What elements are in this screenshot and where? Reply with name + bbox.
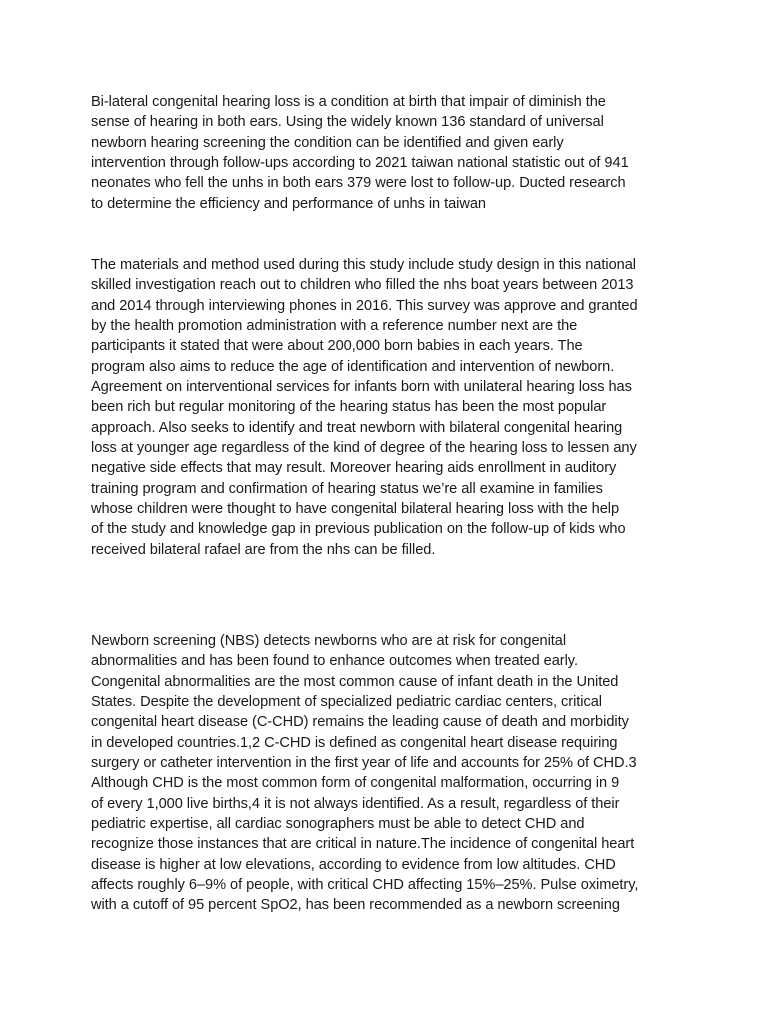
text-line: been rich but regular monitoring of the hearing status has been the most popular <box>91 399 607 416</box>
text-line: of the study and knowledge gap in previous publication on the follow-up of kids who <box>91 521 626 538</box>
paragraph-hearing-loss-intro <box>91 92 683 214</box>
text-line: and 2014 through interviewing phones in 2016. This survey was approve and granted <box>91 297 638 314</box>
text-line: in developed countries.1,2 C-CHD is defined as congenital heart disease requiring <box>91 734 618 751</box>
text-line: Agreement on interventional services for infants born with unilateral hearing loss has <box>91 379 632 396</box>
text-line: Although CHD is the most common form of congenital malformation, occurring in 9 <box>91 775 620 792</box>
paragraph-newborn-screening-chd <box>91 631 683 916</box>
text-line: by the health promotion administration with a reference number next are the <box>91 318 578 335</box>
text-line: pediatric expertise, all cardiac sonographers must be able to detect CHD and <box>91 816 585 833</box>
text-line: whose children were thought to have congenital bilateral hearing loss with the help <box>91 501 620 518</box>
text-line: skilled investigation reach out to children who filled the nhs boat years between 2013 <box>91 277 634 294</box>
text-line: received bilateral rafael are from the nhs can be filled. <box>91 541 436 558</box>
text-line: with a cutoff of 95 percent SpO2, has been recommended as a newborn screening <box>91 897 620 914</box>
text-line: participants it stated that were about 200,000 born babies in each years. The <box>91 338 583 355</box>
text-line: Bi-lateral congenital hearing loss is a condition at birth that impair of diminish the <box>91 94 606 110</box>
text-line: congenital heart disease (C-CHD) remains the leading cause of death and morbidity <box>91 714 629 731</box>
text-line: surgery or catheter intervention in the first year of life and accounts for 25% of CHD.3 <box>91 755 637 772</box>
text-line: affects roughly 6–9% of people, with critical CHD affecting 15%–25%. Pulse oximetry, <box>91 877 639 894</box>
text-line: The materials and method used during this study include study design in this national <box>91 257 636 273</box>
text-line: States. Despite the development of specialized pediatric cardiac centers, critical <box>91 694 602 711</box>
text-line: abnormalities and has been found to enhance outcomes when treated early. <box>91 653 578 670</box>
text-line: newborn hearing screening the condition can be identified and given early <box>91 134 564 151</box>
text-line: neonates who fell the unhs in both ears 379 were lost to follow-up. Ducted research <box>91 175 626 192</box>
text-line: training program and confirmation of hearing status we’re all examine in families <box>91 480 603 497</box>
text-line: program also aims to reduce the age of identification and intervention of newborn. <box>91 358 615 375</box>
text-line: to determine the efficiency and performance of unhs in taiwan <box>91 195 487 212</box>
text-line: Congenital abnormalities are the most common cause of infant death in the United <box>91 673 619 690</box>
text-line: of every 1,000 live births,4 it is not always identified. As a result, regardless of their <box>91 795 620 812</box>
paragraph-materials-and-methods <box>91 255 683 560</box>
text-line: sense of hearing in both ears. Using the widely known 136 standard of universal <box>91 114 604 131</box>
text-line: recognize those instances that are critical in nature.The incidence of congenital heart <box>91 836 635 853</box>
text-line: negative side effects that may result. Moreover hearing aids enrollment in auditory <box>91 460 617 477</box>
text-line: Newborn screening (NBS) detects newborns who are at risk for congenital <box>91 633 567 649</box>
text-line: approach. Also seeks to identify and treat newborn with bilateral congenital hearing <box>91 419 623 436</box>
text-line: intervention through follow-ups according to 2021 taiwan national statistic out of 941 <box>91 155 629 172</box>
text-line: disease is higher at low elevations, according to evidence from low altitudes. CHD <box>91 856 616 873</box>
text-line: loss at younger age regardless of the kind of degree of the hearing loss to lessen any <box>91 440 637 457</box>
